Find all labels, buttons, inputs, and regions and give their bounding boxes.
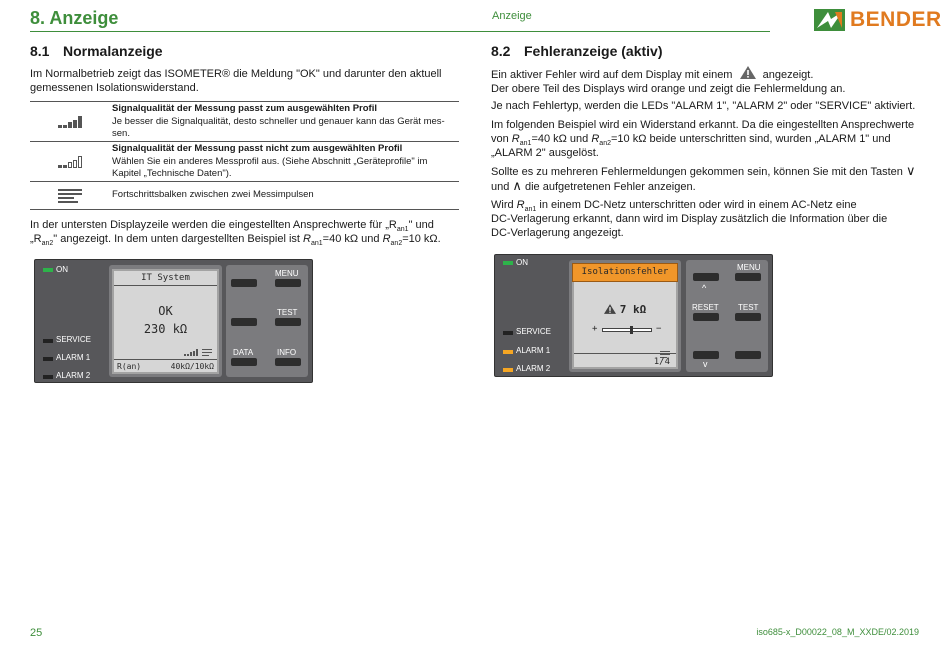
lcd-signal-icon	[184, 349, 212, 356]
led-paragraph: Je nach Fehlertyp, werden die LEDs "ALARM 1", "ALARM 2" oder "SERVICE" aktiviert.	[491, 100, 916, 112]
table-row	[30, 182, 459, 210]
info-label: INFO	[277, 348, 297, 357]
lcd-title: IT System	[141, 273, 190, 283]
example-paragraph: Im folgenden Beispiel wird ein Widerstand erkannt. Da die eingestellten Ansprechwerte von $R_{an1}=40$ kΩ und $R_{an2}=10$ kΩ beide unterschritten sind, wurden „ALARM 1" und „ALARM 2" ausgelöst.	[491, 119, 915, 159]
up-button[interactable]	[693, 273, 719, 281]
led-alarm1-label: ALARM 1	[516, 346, 551, 355]
bender-logo-text: BENDER	[850, 8, 942, 31]
progress-bar-icon	[30, 182, 110, 209]
table-row-title: Signalqualität der Messung passt nicht zum ausgewählten Profil	[112, 143, 403, 154]
chevron-up-icon: ∧	[512, 178, 522, 193]
menu-button[interactable]	[275, 279, 301, 287]
led-alarm2	[43, 375, 53, 379]
section-heading-error	[491, 43, 663, 59]
threshold-paragraph: In der untersten Displayzeile werden die eingestellten Ansprechwerte für $„R_{an1}$" und $„R_{an2}$" angezeigt. In dem unten dargestellten Beispiel ist $R_{an1}=40$ kΩ und $R_{an2}=10$ kΩ.	[30, 219, 441, 248]
navigation-paragraph: Sollte es zu mehreren Fehlermeldungen gekommen sein, können Sie mit den Tasten ∨ und ∧ die aufgetretenen Fehler anzeigen.	[491, 163, 916, 193]
reset-label: RESET	[692, 303, 719, 312]
table-row: Signalqualität der Messung passt zum ausgewählten Profil Je besser die Signalqualität, desto schneller und genauer kann das Gerät mes- sen.	[30, 102, 459, 142]
menu-label: MENU	[737, 263, 761, 272]
led-alarm2-label: ALARM 2	[56, 371, 91, 380]
led-on-label: ON	[516, 258, 528, 267]
data-label: DATA	[233, 348, 254, 357]
lcd-dc-bar	[602, 328, 652, 332]
test-label: TEST	[738, 303, 759, 312]
lcd-minus: −	[656, 324, 662, 334]
led-alarm2-label: ALARM 2	[516, 364, 551, 373]
lcd-screen	[112, 269, 219, 374]
led-service	[43, 339, 53, 343]
warning-icon	[740, 66, 756, 79]
lcd-threshold-label: R(an)	[117, 362, 142, 371]
data-button[interactable]	[231, 358, 257, 366]
led-alarm2	[503, 368, 513, 372]
section-number: 8.2	[491, 43, 511, 59]
section-title: Fehleranzeige (aktiv)	[524, 43, 663, 59]
lcd-error-title: Isolationsfehler	[572, 263, 678, 282]
lcd-screen	[572, 263, 678, 369]
chapter-title: 8. Anzeige	[30, 8, 119, 28]
led-alarm1	[43, 357, 53, 361]
chevron-down-icon: ∨	[905, 163, 916, 178]
led-alarm1-label: ALARM 1	[56, 353, 91, 362]
lcd-page-indicator: 1/4	[653, 357, 670, 367]
dc-paragraph: Wird $R_{an1}$ in einem DC-Netz unterschritten oder wird in einem AC-Netz eine DC-Verlagerung erkannt, dann wird im Display zusätzlich die Information über die DC-Verlagerung angezeigt.	[491, 199, 888, 239]
menu-label: MENU	[275, 269, 299, 278]
chevron-down-icon: v	[703, 359, 708, 369]
symbol-table	[30, 101, 459, 210]
lcd-error-value: 7 kΩ	[574, 303, 676, 316]
device-normal-display	[34, 259, 313, 383]
led-on-label: ON	[56, 265, 68, 274]
led-on	[503, 261, 513, 265]
led-alarm1	[503, 350, 513, 354]
lcd-threshold-values: 40kΩ/10kΩ	[170, 362, 214, 371]
button-right-3[interactable]	[735, 351, 761, 359]
signal-poor-icon	[30, 142, 110, 181]
down-button[interactable]	[693, 351, 719, 359]
led-on	[43, 268, 53, 272]
test-button[interactable]	[275, 318, 301, 326]
reset-button[interactable]	[693, 313, 719, 321]
menu-button[interactable]	[735, 273, 761, 281]
error-intro-paragraph: Ein aktiver Fehler wird auf dem Display mit einem angezeigt. Der obere Teil des Displays wird orange und zeigt die Fehlermeldung an.	[491, 66, 931, 96]
test-label: TEST	[277, 308, 298, 317]
table-row-title: Signalqualität der Messung passt zum ausgewählten Profil	[112, 103, 377, 114]
table-row-text: Fortschrittsbalken zwischen zwei Messimpulsen	[112, 188, 314, 200]
running-header: Anzeige	[492, 10, 532, 22]
device-error-display	[494, 254, 773, 377]
table-row: Signalqualität der Messung passt nicht zum ausgewählten Profil Wählen Sie ein anderes Messprofil aus. (Siehe Abschnitt „Geräteprofile" im Kapitel „Technische Daten").	[30, 142, 459, 182]
lcd-plus: +	[592, 324, 598, 334]
test-button[interactable]	[735, 313, 761, 321]
section-title: Normalanzeige	[63, 43, 163, 59]
button-left-1[interactable]	[231, 279, 257, 287]
led-service-label: SERVICE	[516, 327, 551, 336]
signal-good-icon	[30, 102, 110, 141]
lcd-dc-marker	[630, 326, 633, 334]
bender-logo	[814, 8, 942, 32]
lcd-resistance-value: 230 kΩ	[143, 322, 188, 336]
bender-logo-icon	[814, 9, 845, 31]
led-service-label: SERVICE	[56, 335, 91, 344]
document-id: iso685-x_D00022_08_M_XXDE/02.2019	[756, 627, 919, 637]
section-heading-normal	[30, 43, 163, 59]
warning-icon	[604, 304, 616, 314]
chevron-up-icon: ^	[702, 283, 707, 293]
section-number: 8.1	[30, 43, 50, 59]
header-rule	[30, 31, 770, 32]
button-left-2[interactable]	[231, 318, 257, 326]
intro-paragraph: Im Normalbetrieb zeigt das ISOMETER® die Meldung "OK" und darunter den aktuell gemessenen Isolationswiderstand.	[30, 68, 442, 94]
info-button[interactable]	[275, 358, 301, 366]
lcd-status: OK	[158, 304, 173, 318]
page-number: 25	[30, 627, 43, 639]
led-service	[503, 331, 513, 335]
